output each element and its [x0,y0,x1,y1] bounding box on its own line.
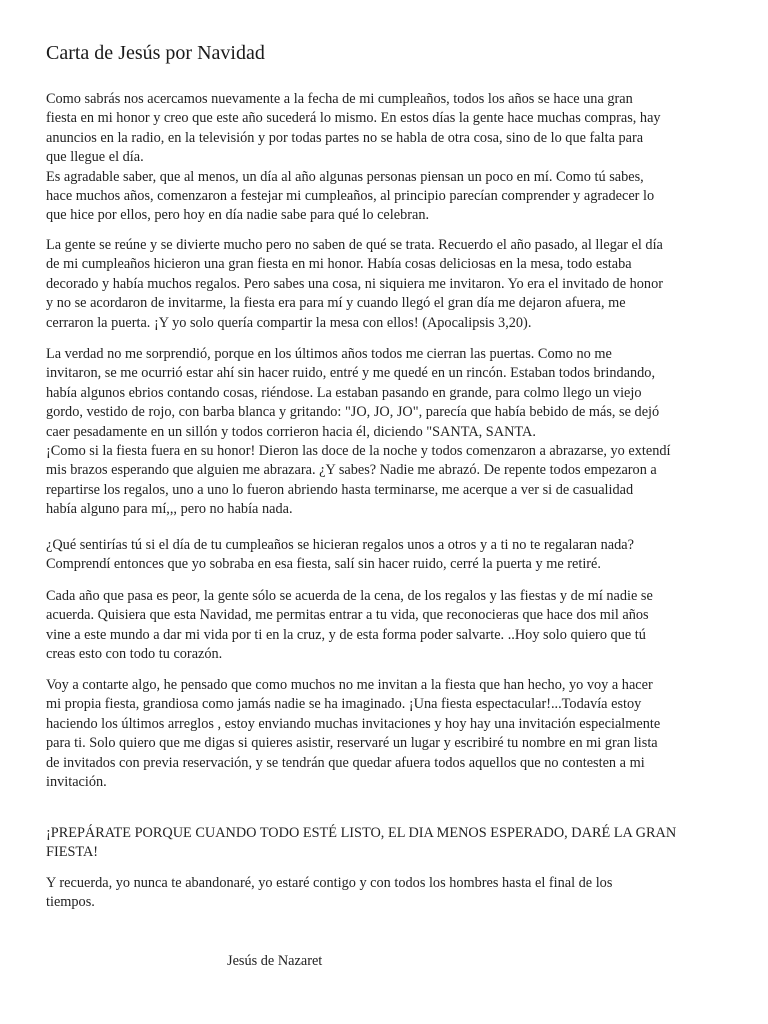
text-line: y no se acordaron de invitarme, la fiesta era para mí y cuando llegó el gran día me dejaron afuera, me [46,295,626,312]
text-line: fiesta en mi honor y creo que este año sucederá lo mismo. En estos días la gente hace muchas compras, hay [46,110,661,127]
text-line: de mi cumpleaños hicieron una gran fiesta en mi honor. Había cosas deliciosas en la mesa, todo estaba [46,256,632,273]
text-line: cerraron la puerta. ¡Y yo solo quería compartir la mesa con ellos! (Apocalipsis 3,20). [46,314,532,331]
paragraph [46,236,663,333]
text-line: invitación. [46,774,107,791]
text-line: repartirse los regalos, uno a uno lo fueron abriendo hasta terminarse, me acerque a ver si de casualidad [46,481,634,498]
text-line: FIESTA! [46,844,99,861]
text-line: creas esto con todo tu corazón. [46,646,223,663]
text-line: Como sabrás nos acercamos nuevamente a la fecha de mi cumpleaños, todos los años se hace una gran [46,91,633,107]
text-line: Y recuerda, yo nunca te abandonaré, yo estaré contigo y con todos los hombres hasta el final de los [46,875,613,891]
text-line: mi propia fiesta, grandiosa como jamás nadie se ha imaginado. ¡Una fiesta espectacular!...Todavía estoy [46,696,642,713]
paragraph [46,536,634,575]
text-line: caer pesadamente en un sillón y todos corrieron hacia él, diciendo "SANTA, SANTA. [46,423,536,440]
text-line: de invitados con previa reservación, y se tendrán que quedar afuera todos aquellos que no contesten a mi [46,754,645,771]
paragraph [46,824,676,863]
text-line: ¿Qué sentirías tú si el día de tu cumpleaños se hicieran regalos unos a otros y a ti no te regalaran nada? [46,537,634,553]
text-line: había algunos ebrios contando cosas, riéndose. La estaban pasando en grande, para colmo llego un viejo [46,384,642,401]
signature: Jesús de Nazaret [227,953,323,969]
text-line: para ti. Solo quiero que me digas si quieres asistir, reservaré un lugar y escribiré tu nombre en mi gran lista [46,735,658,752]
text-line: invitaron, se me ocurrió estar ahí sin hacer ruido, entré y me quedé en un rincón. Estaban todos brindando, [46,365,656,382]
text-line: Voy a contarte algo, he pensado que como muchos no me invitan a la fiesta que han hecho, yo voy a hacer [46,677,653,693]
text-line: mis brazos esperando que alguien me abrazara. ¿Y sabes? Nadie me abrazó. De repente todos empezaron a [46,462,657,479]
paragraph [46,90,661,226]
text-line: que llegue el día. [46,149,144,166]
text-line: ¡PREPÁRATE PORQUE CUANDO TODO ESTÉ LISTO, EL DIA MENOS ESPERADO, DARÉ LA GRAN [46,825,677,841]
text-line: que hice por ellos, pero hoy en día nadie sabe para qué lo celebran. [46,207,430,224]
text-line: Es agradable saber, que al menos, un día al año algunas personas piensan un poco en mí. Como tú sabes, [46,168,644,185]
text-line: había alguno para mí,,, pero no había nada. [46,501,293,518]
text-line: La gente se reúne y se divierte mucho pero no saben de qué se trata. Recuerdo el año pasado, al llegar el día [46,237,663,253]
text-line: gordo, vestido de rojo, con barba blanca y gritando: "JO, JO, JO", parecía que había bebido de más, se dejó [46,404,660,421]
text-line: decorado y había muchos regalos. Pero sabes una cosa, ni siquiera me invitaron. Yo era el invitado de honor [46,275,663,292]
paragraph [46,587,653,665]
text-line: ¡Como si la fiesta fuera en su honor! Dieron las doce de la noche y todos comenzaron a abrazarse, yo extendí [46,443,671,460]
paragraph [46,676,660,792]
text-line: Comprendí entonces que yo sobraba en esa fiesta, salí sin hacer ruido, cerré la puerta y me retiré. [46,556,601,573]
text-line: acuerda. Quisiera que esta Navidad, me permitas entrar a tu vida, que reconocieras que hace dos mil años [46,607,649,624]
text-line: Cada año que pasa es peor, la gente sólo se acuerda de la cena, de los regalos y las fiestas y de mí nadie se [46,588,653,604]
text-line: vine a este mundo a dar mi vida por ti en la cruz, y de esta forma poder salvarte. ..Hoy solo quiero que tú [46,626,646,643]
text-line: hace muchos años, comenzaron a festejar mi cumpleaños, al principio parecían comprender y agradecer lo [46,188,655,205]
document-title: Carta de Jesús por Navidad [46,42,265,64]
paragraph [46,345,670,520]
text-line: La verdad no me sorprendió, porque en los últimos años todos me cierran las puertas. Como no me [46,346,612,362]
text-line: haciendo los últimos arreglos , estoy enviando muchas invitaciones y hoy hay una invitación especialmente [46,715,661,732]
text-line: tiempos. [46,894,95,911]
text-line: anuncios en la radio, en la televisión y por todas partes no se habla de otra cosa, sino de lo que falta para [46,129,644,146]
paragraph [46,874,612,913]
